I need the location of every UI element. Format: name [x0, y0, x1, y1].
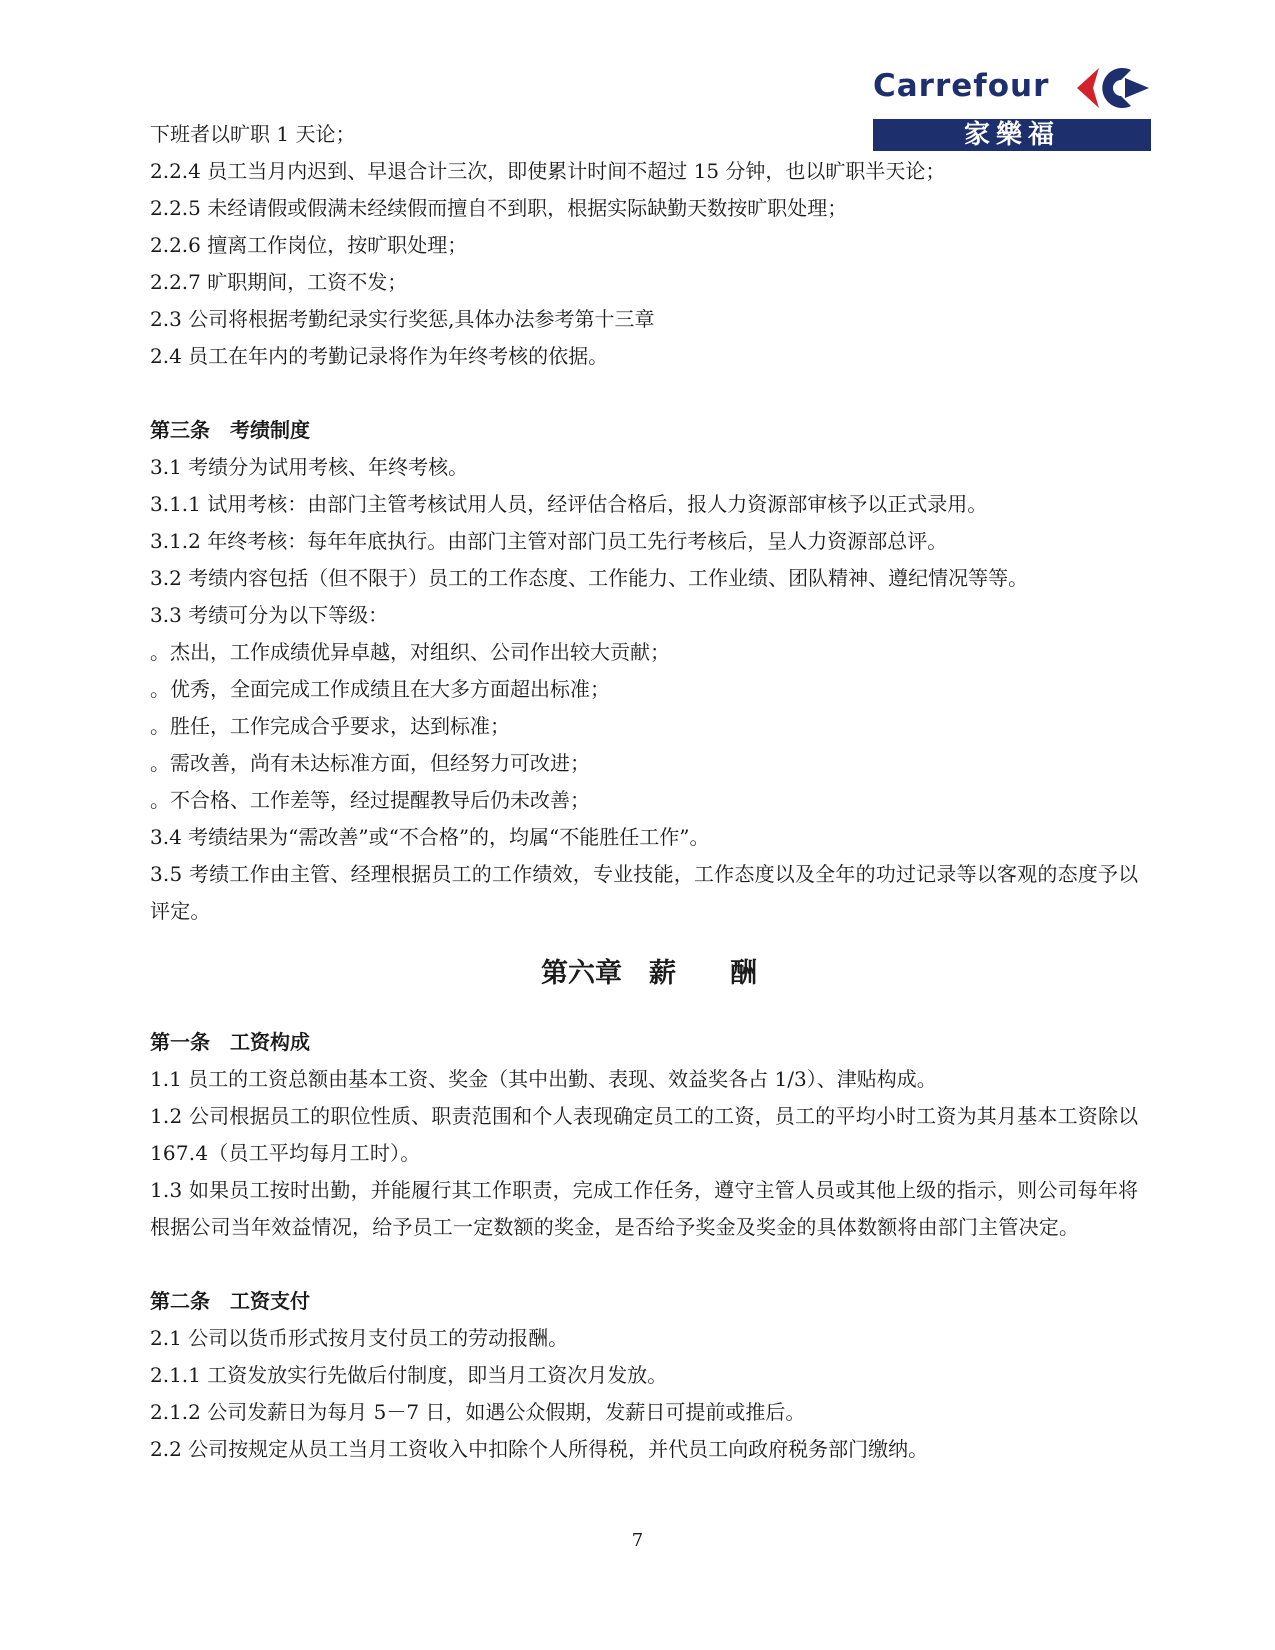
section-heading: 第二条 工资支付: [150, 1289, 310, 1313]
grade-item: 。优秀，全面完成工作成绩且在大多方面超出标准；: [150, 677, 610, 701]
text-line: 3.4 考绩结果为“需改善”或“不合格”的，均属“不能胜任工作”。: [150, 825, 710, 849]
grade-item: 。胜任，工作完成合乎要求，达到标准；: [150, 714, 510, 738]
text-line: 2.3 公司将根据考勤纪录实行奖惩,具体办法参考第十三章: [150, 307, 655, 331]
grade-item: 。不合格、工作差等，经过提醒教导后仍未改善；: [150, 788, 590, 812]
text-line: 2.2 公司按规定从员工当月工资收入中扣除个人所得税，并代员工向政府税务部门缴纳。: [150, 1437, 929, 1461]
text-line: 2.4 员工在年内的考勤记录将作为年终考核的依据。: [150, 344, 609, 368]
paragraph: 1.3 如果员工按时出勤，并能履行其工作职责，完成工作任务，遵守主管人员或其他上级的指示，则公司每年将根据公司当年效益情况，给予员工一定数额的奖金，是否给予奖金及奖金的具体数额将由部门主管决定。: [150, 1178, 1139, 1239]
text-line: 2.2.5 未经请假或假满未经续假而擅自不到职，根据实际缺勤天数按旷职处理；: [150, 196, 848, 220]
attendance-section: [150, 116, 1148, 375]
text-line: 3.2 考绩内容包括（但不限于）员工的工作态度、工作能力、工作业绩、团队精神、遵纪情况等等。: [150, 566, 1029, 590]
spacer: [150, 375, 1148, 412]
paragraph: 3.5 考绩工作由主管、经理根据员工的工作绩效，专业技能，工作态度以及全年的功过记录等以客观的态度予以评定。: [150, 862, 1139, 923]
text-line: 3.1.2 年终考核：每年年底执行。由部门主管对部门员工先行考核后，呈人力资源部总评。: [150, 529, 948, 553]
text-line: 2.2.6 擅离工作岗位，按旷职处理；: [150, 233, 468, 257]
grade-item: 。需改善，尚有未达标准方面，但经努力可改进；: [150, 751, 590, 775]
text-line: 2.2.7 旷职期间，工资不发；: [150, 270, 408, 294]
text-line: 3.1 考绩分为试用考核、年终考核。: [150, 455, 469, 479]
text-line: 2.1 公司以货币形式按月支付员工的劳动报酬。: [150, 1326, 569, 1350]
logo-wordmark: Carrefour: [873, 68, 1050, 104]
text-line: 2.1.2 公司发薪日为每月 5－7 日，如遇公众假期，发薪日可提前或推后。: [150, 1400, 806, 1424]
section-heading: 第一条 工资构成: [150, 1030, 310, 1054]
article-2-section: [150, 1283, 1148, 1468]
page-number: 7: [631, 1530, 644, 1551]
spacer: [150, 1246, 1148, 1283]
text-line: 2.2.4 员工当月内迟到、早退合计三次，即使累计时间不超过 15 分钟，也以旷职半天论；: [150, 159, 946, 183]
text-line: 下班者以旷职 1 天论；: [150, 122, 356, 146]
section-heading: 第三条 考绩制度: [150, 418, 310, 442]
article-1-section: [150, 1024, 1148, 1246]
page-content: [150, 116, 1148, 1468]
logo-top-row: [873, 62, 1151, 114]
paragraph: 1.2 公司根据员工的职位性质、职责范围和个人表现确定员工的工资，员工的平均小时工资为其月基本工资除以 167.4（员工平均每月工时）。: [150, 1104, 1139, 1165]
article-3-section: [150, 412, 1148, 930]
carrefour-logo-icon: [1073, 64, 1151, 112]
text-line: 2.1.1 工资发放实行先做后付制度，即当月工资次月发放。: [150, 1363, 668, 1387]
text-line: 1.1 员工的工资总额由基本工资、奖金（其中出勤、表现、效益奖各占 1/3）、津贴构成。: [150, 1067, 937, 1091]
grade-item: 。杰出，工作成绩优异卓越，对组织、公司作出较大贡献；: [150, 640, 670, 664]
text-line: 3.1.1 试用考核：由部门主管考核试用人员，经评估合格后，报人力资源部审核予以正式录用。: [150, 492, 988, 516]
text-line: 3.3 考绩可分为以下等级：: [150, 603, 389, 627]
logo-chinese-bar: 家樂福: [873, 119, 1151, 151]
chapter-title: 第六章 薪 酬: [541, 958, 757, 989]
